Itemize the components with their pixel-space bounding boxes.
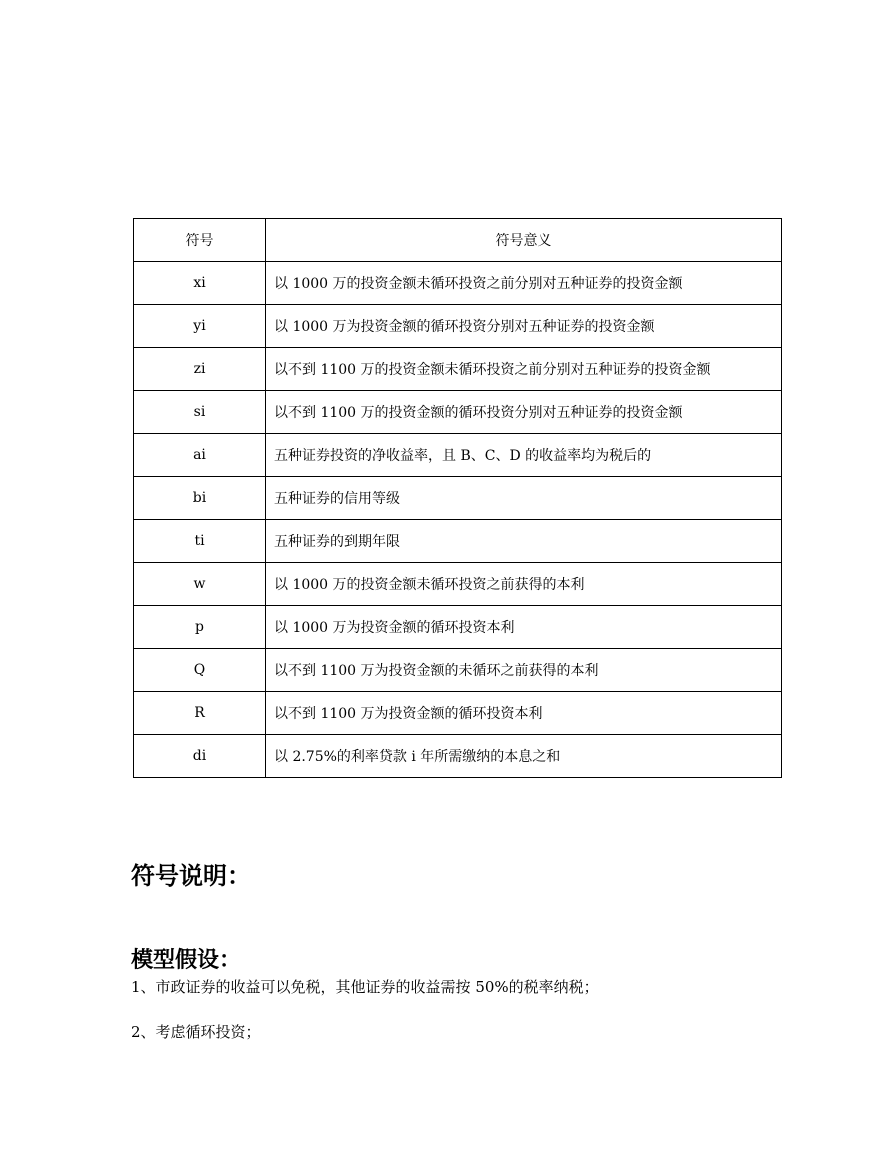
meaning-cell: 五种证券的到期年限: [266, 520, 782, 563]
table-row: [134, 477, 782, 520]
table-row: [134, 520, 782, 563]
meaning-cell: 以不到 1100 万的投资金额未循环投资之前分别对五种证券的投资金额: [266, 348, 782, 391]
symbol-cell: zi: [134, 348, 266, 391]
table-row: [134, 563, 782, 606]
table-row: [134, 606, 782, 649]
symbol-cell: R: [134, 692, 266, 735]
symbol-cell: yi: [134, 305, 266, 348]
symbol-cell: di: [134, 735, 266, 778]
symbol-section-title: 符号说明：: [131, 861, 251, 890]
table-row: [134, 391, 782, 434]
assumption-item: 1、市政证券的收益可以免税，其他证券的收益需按 50%的税率纳税；: [131, 978, 599, 996]
table-header-row: [134, 219, 782, 262]
meaning-cell: 以 1000 万为投资金额的循环投资分别对五种证券的投资金额: [266, 305, 782, 348]
table-row: [134, 735, 782, 778]
meaning-cell: 以 1000 万的投资金额未循环投资之前获得的本利: [266, 563, 782, 606]
symbol-cell: p: [134, 606, 266, 649]
table-row: [134, 262, 782, 305]
symbol-cell: ai: [134, 434, 266, 477]
meaning-cell: 以不到 1100 万的投资金额的循环投资分别对五种证券的投资金额: [266, 391, 782, 434]
meaning-cell: 以 1000 万为投资金额的循环投资本利: [266, 606, 782, 649]
table-row: [134, 692, 782, 735]
table-row: [134, 348, 782, 391]
meaning-cell: 五种证券的信用等级: [266, 477, 782, 520]
meaning-cell: 以不到 1100 万为投资金额的循环投资本利: [266, 692, 782, 735]
symbol-cell: si: [134, 391, 266, 434]
symbol-cell: xi: [134, 262, 266, 305]
header-symbol: 符号: [134, 219, 266, 262]
meaning-cell: 五种证券投资的净收益率，且 B、C、D 的收益率均为税后的: [266, 434, 782, 477]
table-row: [134, 305, 782, 348]
symbol-cell: Q: [134, 649, 266, 692]
symbol-cell: w: [134, 563, 266, 606]
meaning-cell: 以 1000 万的投资金额未循环投资之前分别对五种证券的投资金额: [266, 262, 782, 305]
table-row: [134, 649, 782, 692]
assumption-item: 2、考虑循环投资；: [131, 1023, 261, 1041]
symbol-cell: ti: [134, 520, 266, 563]
meaning-cell: 以 2.75%的利率贷款 i 年所需缴纳的本息之和: [266, 735, 782, 778]
assumptions-section-title: 模型假设：: [131, 947, 242, 973]
symbol-table: [133, 218, 782, 778]
meaning-cell: 以不到 1100 万为投资金额的未循环之前获得的本利: [266, 649, 782, 692]
header-meaning: 符号意义: [266, 219, 782, 262]
table-row: [134, 434, 782, 477]
symbol-cell: bi: [134, 477, 266, 520]
